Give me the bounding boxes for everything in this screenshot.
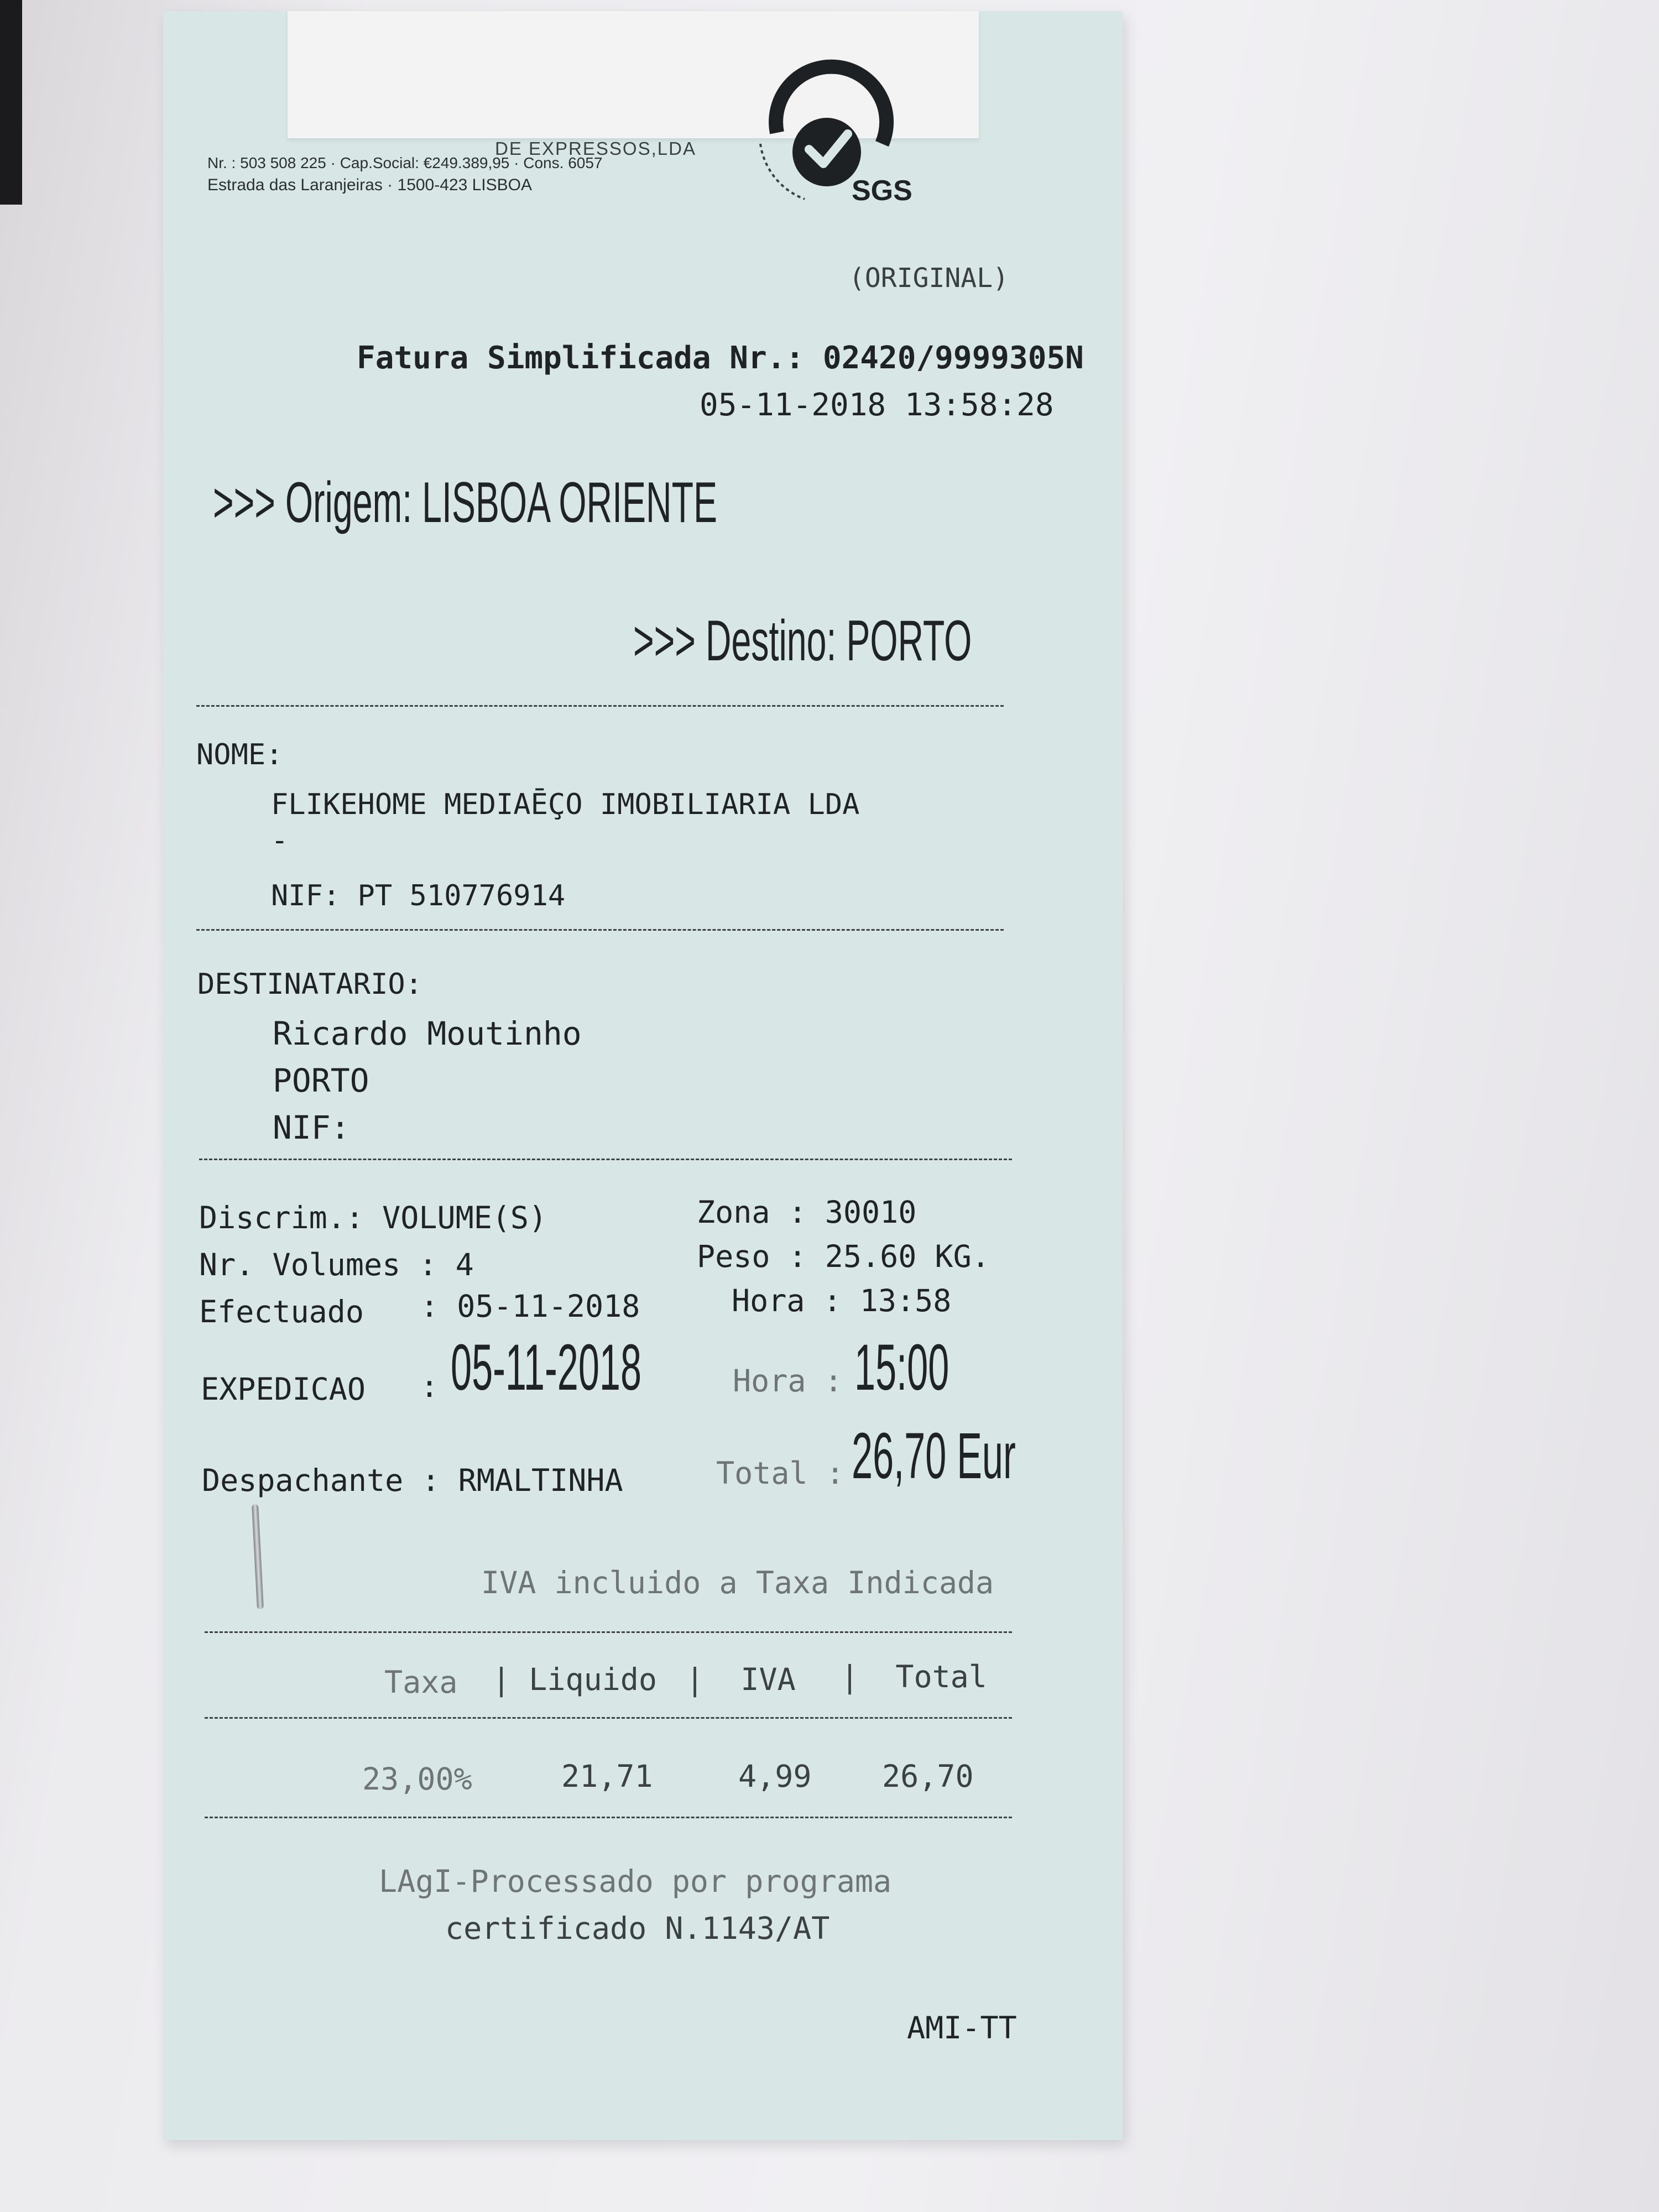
footer-code: AMI-TT	[907, 2010, 1017, 2046]
divider-3	[199, 1159, 1012, 1160]
footer-certificate: certificado N.1143/AT	[445, 1911, 830, 1946]
company-name-fragment: DE EXPRESSOS,LDA	[495, 138, 696, 159]
discrim: Discrim.: VOLUME(S)	[199, 1200, 547, 1235]
tax-header-liquido: | Liquido	[492, 1662, 658, 1697]
client-nif: NIF: PT 510776914	[271, 879, 566, 912]
client-label: NOME:	[196, 738, 283, 771]
tax-row-iva: 4,99	[738, 1759, 812, 1794]
tax-header-iva: | IVA	[686, 1662, 796, 1697]
expedicao-value: 05-11-2018	[451, 1331, 642, 1404]
tax-row-taxa: 23,00%	[362, 1761, 472, 1797]
total-value: 26,70 Eur	[852, 1420, 1016, 1493]
invoice-datetime: 05-11-2018 13:58:28	[700, 387, 1054, 423]
tax-row-total: 26,70	[882, 1759, 974, 1794]
volumes: Nr. Volumes : 4	[199, 1247, 474, 1282]
receipt	[163, 11, 1123, 2140]
efectuado-label: Efectuado	[199, 1294, 364, 1329]
divider-5	[205, 1717, 1012, 1719]
recipient-label: DESTINATARIO:	[197, 968, 422, 1001]
hora-2-value: 15:00	[854, 1331, 950, 1404]
sgs-label: SGS	[852, 175, 912, 207]
client-name: FLIKEHOME MEDIAĒÇO IMOBILIARIA LDA	[271, 788, 860, 821]
expedicao-colon: :	[420, 1369, 439, 1404]
invoice-title: Fatura Simplificada Nr.: 02420/9999305N	[357, 340, 1084, 376]
zona: Zona : 30010	[697, 1194, 917, 1230]
despachante: Despachante : RMALTINHA	[202, 1463, 623, 1498]
total-label: Total :	[716, 1455, 844, 1491]
staple	[252, 1504, 264, 1609]
tax-header-total: | Total	[841, 1659, 987, 1694]
footer-processed: LAgI-Processado por programa	[379, 1864, 892, 1899]
certification-seal	[755, 50, 910, 216]
divider-6	[205, 1817, 1012, 1818]
divider-4	[205, 1631, 1012, 1633]
origin: >>> Origem: LISBOA ORIENTE	[213, 471, 718, 535]
tax-header-taxa: Taxa	[384, 1665, 458, 1700]
copy-label: (ORIGINAL)	[849, 263, 1009, 294]
peso: Peso : 25.60 KG.	[697, 1239, 990, 1274]
company-address: Estrada das Laranjeiras · 1500-423 LISBOA	[207, 176, 533, 194]
hora-2-label: Hora :	[733, 1363, 843, 1399]
tax-row-liquido: 21,71	[561, 1759, 653, 1794]
efectuado-value: : 05-11-2018	[420, 1288, 640, 1324]
divider-1	[196, 705, 1004, 707]
client-dash: -	[271, 824, 289, 857]
divider-2	[196, 929, 1004, 931]
expedicao-label: EXPEDICAO	[201, 1371, 366, 1407]
recipient-city: PORTO	[273, 1062, 369, 1099]
company-registration: Nr. : 503 508 225 · Cap.Social: €249.389,95 · Cons. 6057	[207, 154, 603, 171]
dark-object	[0, 0, 22, 205]
recipient-nif: NIF:	[273, 1109, 350, 1146]
recipient-name: Ricardo Moutinho	[273, 1015, 582, 1052]
iva-note: IVA incluido a Taxa Indicada	[481, 1565, 994, 1600]
hora-1: Hora : 13:58	[732, 1283, 952, 1318]
destination: >>> Destino: PORTO	[633, 609, 972, 673]
